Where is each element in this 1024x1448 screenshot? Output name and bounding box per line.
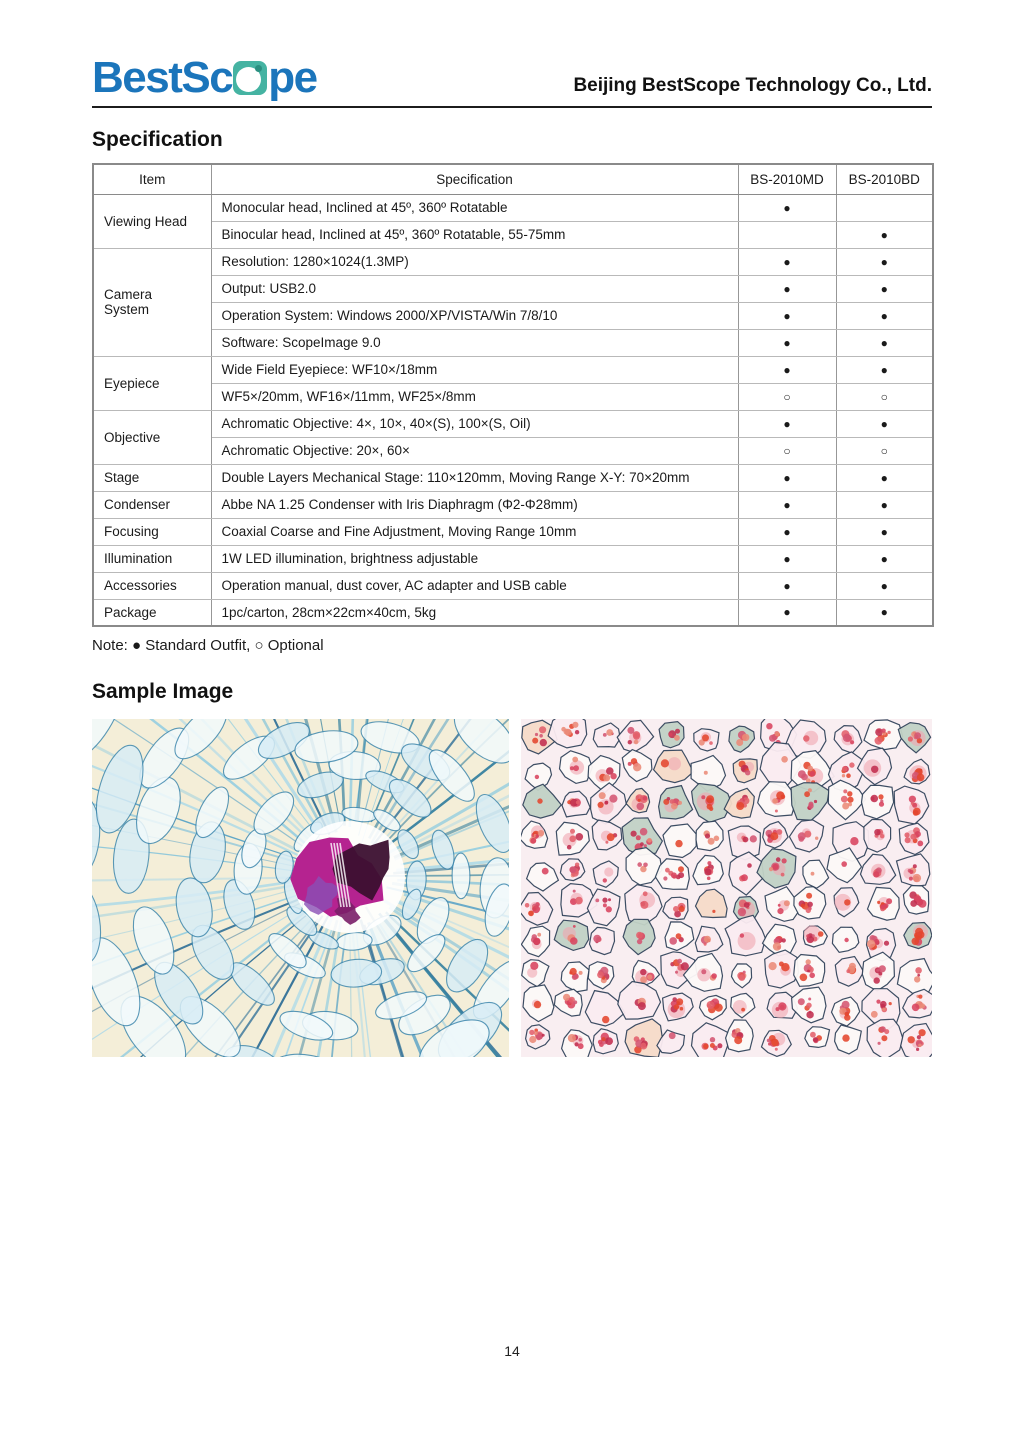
bd-cell: ● <box>836 599 933 626</box>
logo-text-left: BestSc <box>92 53 233 102</box>
item-cell: Objective <box>93 410 211 464</box>
item-cell: Illumination <box>93 545 211 572</box>
company-name: Beijing BestScope Technology Co., Ltd. <box>573 75 932 96</box>
md-cell: ● <box>738 572 836 599</box>
page-number: 14 <box>504 1343 520 1359</box>
bd-cell: ○ <box>836 383 933 410</box>
bd-cell: ● <box>836 356 933 383</box>
column-header-bs2010md: BS-2010MD <box>738 164 836 194</box>
md-cell: ○ <box>738 437 836 464</box>
sample-image-left-micrograph <box>92 719 509 1057</box>
md-cell <box>738 221 836 248</box>
item-cell: Accessories <box>93 572 211 599</box>
table-row <box>93 518 933 545</box>
md-cell: ● <box>738 275 836 302</box>
item-cell: Camera System <box>93 248 211 356</box>
md-cell: ○ <box>738 383 836 410</box>
sample-image-heading: Sample Image <box>92 680 234 703</box>
logo-o-icon <box>233 61 267 95</box>
bd-cell: ● <box>836 545 933 572</box>
item-cell: Package <box>93 599 211 626</box>
item-cell: Focusing <box>93 518 211 545</box>
spec-cell: 1W LED illumination, brightness adjustable <box>211 545 738 572</box>
bd-cell: ● <box>836 491 933 518</box>
column-header-bs2010bd: BS-2010BD <box>836 164 933 194</box>
spec-cell: Operation manual, dust cover, AC adapter and USB cable <box>211 572 738 599</box>
legend-note: Note: ● Standard Outfit, ○ Optional <box>92 637 324 654</box>
table-row <box>93 599 933 626</box>
logo-o-dot <box>255 65 262 72</box>
md-cell: ● <box>738 491 836 518</box>
md-cell: ● <box>738 464 836 491</box>
bd-cell: ● <box>836 221 933 248</box>
table-row <box>93 194 933 221</box>
spec-cell: 1pc/carton, 28cm×22cm×40cm, 5kg <box>211 599 738 626</box>
cell-tissue-micrograph-graphic <box>521 719 932 1057</box>
table-row <box>93 275 933 302</box>
item-cell: Condenser <box>93 491 211 518</box>
md-cell: ● <box>738 545 836 572</box>
bd-cell: ● <box>836 329 933 356</box>
spec-cell: Software: ScopeImage 9.0 <box>211 329 738 356</box>
bd-cell: ● <box>836 464 933 491</box>
table-row <box>93 572 933 599</box>
table-row <box>93 329 933 356</box>
spec-cell: WF5×/20mm, WF16×/11mm, WF25×/8mm <box>211 383 738 410</box>
spec-cell: Operation System: Windows 2000/XP/VISTA/Win 7/8/10 <box>211 302 738 329</box>
spec-cell: Abbe NA 1.25 Condenser with Iris Diaphragm (Φ2-Φ28mm) <box>211 491 738 518</box>
table-row <box>93 221 933 248</box>
md-cell: ● <box>738 329 836 356</box>
bd-cell: ● <box>836 302 933 329</box>
md-cell: ● <box>738 356 836 383</box>
md-cell: ● <box>738 410 836 437</box>
item-cell: Stage <box>93 464 211 491</box>
column-header-specification: Specification <box>211 164 738 194</box>
table-row <box>93 491 933 518</box>
page-header <box>92 0 932 108</box>
column-header-item: Item <box>93 164 211 194</box>
specification-heading: Specification <box>92 128 223 151</box>
spec-cell: Achromatic Objective: 4×, 10×, 40×(S), 100×(S, Oil) <box>211 410 738 437</box>
table-row <box>93 464 933 491</box>
specification-table <box>92 163 934 627</box>
md-cell: ● <box>738 518 836 545</box>
logo-text-right: pe <box>268 53 317 102</box>
plant-stem-micrograph-graphic <box>92 719 509 1057</box>
bd-cell: ● <box>836 248 933 275</box>
bd-cell: ○ <box>836 437 933 464</box>
bd-cell <box>836 194 933 221</box>
spec-cell: Double Layers Mechanical Stage: 110×120mm, Moving Range X-Y: 70×20mm <box>211 464 738 491</box>
specification-table-body <box>93 194 933 626</box>
bd-cell: ● <box>836 275 933 302</box>
bestscope-logo <box>92 53 317 102</box>
md-cell: ● <box>738 248 836 275</box>
table-row <box>93 356 933 383</box>
table-row <box>93 383 933 410</box>
item-cell: Viewing Head <box>93 194 211 248</box>
md-cell: ● <box>738 302 836 329</box>
spec-cell: Wide Field Eyepiece: WF10×/18mm <box>211 356 738 383</box>
table-row <box>93 437 933 464</box>
item-cell: Eyepiece <box>93 356 211 410</box>
sample-image-right-micrograph <box>521 719 932 1057</box>
md-cell: ● <box>738 194 836 221</box>
sample-images-row <box>92 719 932 1057</box>
md-cell: ● <box>738 599 836 626</box>
spec-cell: Monocular head, Inclined at 45º, 360º Rotatable <box>211 194 738 221</box>
spec-cell: Achromatic Objective: 20×, 60× <box>211 437 738 464</box>
spec-cell: Coaxial Coarse and Fine Adjustment, Moving Range 10mm <box>211 518 738 545</box>
table-row <box>93 410 933 437</box>
spec-cell: Resolution: 1280×1024(1.3MP) <box>211 248 738 275</box>
spec-cell: Output: USB2.0 <box>211 275 738 302</box>
bd-cell: ● <box>836 572 933 599</box>
table-row <box>93 248 933 275</box>
bd-cell: ● <box>836 410 933 437</box>
table-row <box>93 302 933 329</box>
table-header-row <box>93 164 933 194</box>
table-row <box>93 545 933 572</box>
spec-cell: Binocular head, Inclined at 45º, 360º Rotatable, 55-75mm <box>211 221 738 248</box>
bd-cell: ● <box>836 518 933 545</box>
